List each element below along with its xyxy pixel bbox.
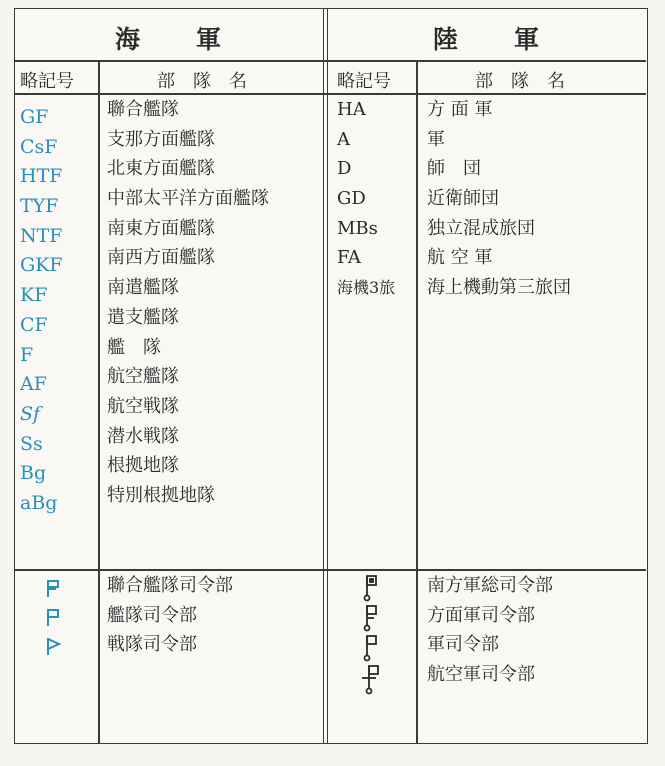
navy-hq-symbols [43,577,65,667]
divider-header [15,60,646,62]
fleet-flag-icon [48,609,58,626]
navy-hq-name: 戦隊司令部 [107,634,197,656]
army-hq-name: 方面軍司令部 [427,604,535,626]
southern-army-hq-icon [365,576,377,601]
divider-center [323,9,328,743]
navy-abbr: aBg [20,491,58,514]
navy-unit-name: 支那方面艦隊 [107,128,215,150]
navy-abbr: KF [20,284,48,307]
army-unit-name: 海上機動第三旅団 [427,277,571,299]
army-unit-name: 方 面 軍 [427,99,493,120]
army-unit-name: 師 団 [427,158,481,180]
navy-unit-name: 航空戦隊 [107,395,179,417]
divider-army-abbr [416,61,418,743]
navy-abbr: HTF [20,165,63,188]
navy-unit-name: 艦 隊 [107,336,161,358]
army-unit-name: 独立混成旅団 [427,217,535,239]
navy-abbr-list [20,103,63,519]
army-hq-list [427,571,553,690]
army-abbr-colheader: 略記号 [337,71,391,92]
army-abbr: 海機3旅 [337,278,396,298]
army-hq-symbols [361,574,389,699]
navy-abbr: TYF [20,195,59,218]
army-unit-name: 近衛師団 [427,188,499,210]
air-army-hq-icon [362,666,378,694]
army-abbr: MBs [337,217,378,239]
navy-abbr: CsF [20,135,58,158]
navy-abbr-colheader: 略記号 [20,71,74,92]
army-unit-name: 軍 [427,128,445,150]
navy-abbr: Sf [20,402,41,425]
navy-unit-name: 潜水戦隊 [107,425,179,447]
army-header: 陸 軍 [433,25,542,54]
navy-abbr: GKF [20,254,63,277]
army-hq-icon [365,636,377,661]
navy-abbr: CF [20,313,48,336]
navy-unit-name: 根拠地隊 [107,455,179,477]
army-hq-name: 南方軍総司令部 [427,575,553,596]
navy-abbr: F [20,343,34,366]
squadron-pennant-icon [48,638,59,655]
navy-unit-name: 中部太平洋方面艦隊 [107,188,269,210]
army-abbr: D [337,158,352,180]
army-unit-name: 航 空 軍 [427,247,493,269]
divider-navy-abbr [98,61,100,743]
navy-hq-list [107,571,233,660]
navy-unit-name: 北東方面艦隊 [107,158,215,180]
navy-header: 海 軍 [115,25,224,54]
navy-abbr: AF [20,373,47,396]
navy-hq-name: 艦隊司令部 [107,604,197,626]
navy-unit-list [107,95,269,511]
army-unit-colheader: 部 隊 名 [475,71,565,92]
legend-table [14,8,648,744]
army-abbr: A [337,128,350,150]
army-abbr-list [337,95,395,303]
army-hq-name: 軍司令部 [427,634,499,656]
navy-abbr: Ss [20,432,43,455]
army-unit-list [427,95,571,303]
navy-unit-name: 航空艦隊 [107,366,179,388]
navy-unit-colheader: 部 隊 名 [157,71,247,92]
army-abbr: GD [337,188,366,210]
fleet-flag-double-icon [48,580,58,597]
navy-unit-name: 南西方面艦隊 [107,247,215,269]
army-abbr: FA [337,247,361,269]
navy-unit-name: 南遣艦隊 [107,277,179,299]
navy-unit-name: 聯合艦隊 [107,99,179,120]
navy-abbr: Bg [20,462,47,485]
army-abbr: HA [337,99,366,120]
navy-unit-name: 遣支艦隊 [107,306,179,328]
navy-unit-name: 特別根拠地隊 [107,484,215,506]
army-hq-name: 航空軍司令部 [427,664,535,686]
navy-unit-name: 南東方面艦隊 [107,217,215,239]
navy-abbr: GF [20,106,49,128]
area-army-hq-icon [365,606,377,631]
navy-abbr: NTF [20,224,63,247]
navy-hq-name: 聯合艦隊司令部 [107,575,233,596]
